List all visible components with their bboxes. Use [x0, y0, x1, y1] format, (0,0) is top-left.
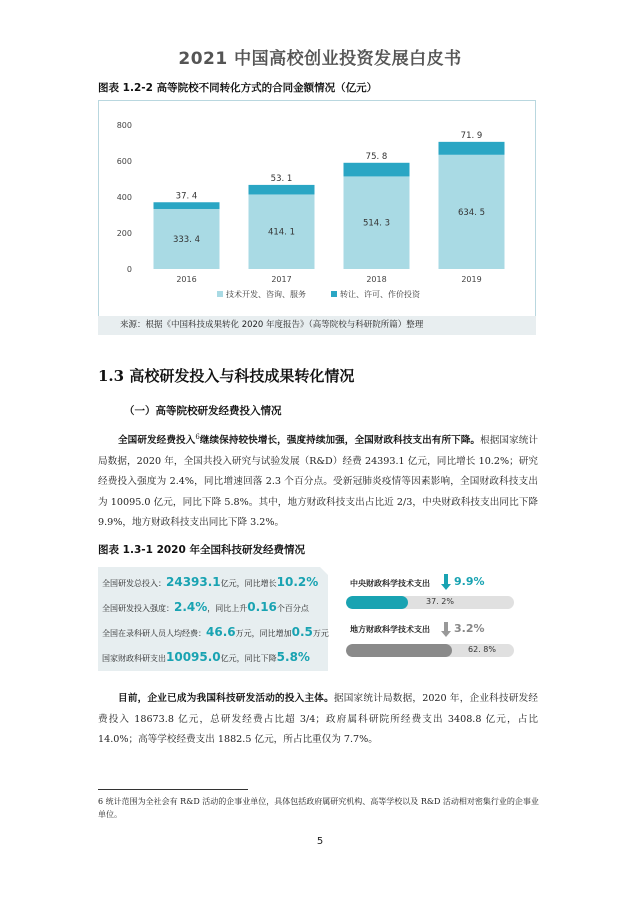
stat-1-mid: 亿元，同比增长	[220, 579, 277, 588]
stat-4-value2: 5.8%	[276, 650, 310, 664]
stat-4-mid: 亿元，同比下降	[220, 654, 277, 663]
footnote: 6 统计范围为全社会有 R&D 活动的企事业单位，具体包括政府属研究机构、高等学校以及 R&D 活动相对密集行业的企事业单位。	[98, 797, 539, 819]
data-label: 414. 1	[267, 227, 296, 238]
page-number: 5	[316, 836, 324, 847]
subsection-title: （一）高等院校研发经费投入情况	[124, 405, 282, 417]
bar-segment	[439, 142, 505, 155]
local-label: 地方财政科学技术支出	[350, 625, 430, 634]
local-share-fill	[346, 644, 452, 657]
x-tick-label: 2016	[176, 275, 197, 284]
stat-1-value: 24393.1	[166, 575, 221, 589]
figure-1-source: 来源：根据《中国科技成果转化 2020 年度报告》（高等院校与科研院所篇）整理	[98, 316, 536, 335]
bar-segment	[154, 202, 220, 209]
stats-panel	[98, 567, 328, 671]
x-tick-label: 2017	[271, 275, 292, 284]
paragraph-2-lead: 目前，企业已成为我国科技研发活动的投入主体。	[118, 693, 334, 704]
y-tick-label: 400	[116, 193, 132, 202]
central-change: 9.9%	[454, 575, 485, 588]
stacked-bar-chart	[99, 101, 535, 315]
legend-label: 转让、许可、作价投资	[340, 290, 420, 299]
legend-label: 技术开发、咨询、服务	[226, 290, 306, 299]
footnote-divider	[98, 789, 248, 790]
paragraph-1-lead2: 继续保持较快增长，强度持续加强，全国财政科技支出有所下降。	[199, 435, 481, 447]
stat-row-1	[102, 571, 318, 593]
figure-2-caption: 图表 1.3-1 2020 年全国科技研发经费情况	[98, 544, 305, 556]
stat-3-mid: 万元，同比增加	[235, 629, 292, 638]
local-change: 3.2%	[454, 622, 485, 635]
stat-4-value: 10095.0	[166, 650, 221, 664]
paragraph-2	[98, 689, 538, 751]
stat-row-3	[102, 621, 329, 643]
figure-1-caption: 图表 1.2-2 高等院校不同转化方式的合同金额情况（亿元）	[98, 82, 378, 94]
central-share-label: 37. 2%	[426, 597, 454, 606]
bar-segment	[344, 163, 410, 177]
central-share-fill	[346, 596, 408, 609]
central-label: 中央财政科学技术支出	[350, 579, 430, 588]
stat-1-value2: 10.2%	[276, 575, 319, 589]
arrow-down-icon	[441, 631, 451, 637]
stat-4-label: 国家财政科研支出	[102, 654, 166, 663]
data-label: 75. 8	[365, 151, 388, 162]
paragraph-1	[98, 427, 538, 534]
stat-row-4	[102, 646, 310, 668]
arrow-down-icon	[441, 584, 451, 590]
y-tick-label: 0	[126, 265, 132, 274]
stat-2-value: 2.4%	[174, 600, 208, 614]
stat-row-2	[102, 596, 309, 618]
data-label: 71. 9	[460, 130, 483, 141]
x-tick-label: 2019	[461, 275, 482, 284]
section-title: 1.3 高校研发投入与科技成果转化情况	[98, 367, 355, 385]
chart-frame	[98, 100, 536, 335]
data-label: 53. 1	[270, 173, 293, 184]
bar-segment	[249, 185, 315, 195]
stat-1-label: 全国研发总投入：	[102, 579, 166, 588]
footnote-ref: 6	[195, 433, 200, 441]
data-label: 634. 5	[457, 207, 486, 218]
paragraph-1-lead: 全国研发经费投入	[118, 435, 196, 447]
y-tick-label: 200	[116, 229, 132, 238]
paragraph-2-body: 据国家统计局数据，2020 年，企业科技研发经费投入 18673.8 亿元，总研发经费占比超 3/4；政府属科研院所经费支出 3408.8 亿元，占比 14.0%；高等学校经费支出 1882.5 亿元，所占比重仅为 7.7%。	[98, 693, 539, 745]
fiscal-panel	[344, 572, 540, 662]
data-label: 514. 3	[362, 218, 391, 229]
data-label: 333. 4	[172, 234, 201, 245]
stat-3-post: 万元	[312, 629, 329, 638]
y-tick-label: 600	[116, 157, 132, 166]
stat-2-post: 个百分点	[276, 604, 309, 613]
y-tick-label: 800	[116, 121, 132, 130]
legend-swatch	[331, 291, 337, 297]
stat-2-value2: 0.16	[247, 600, 277, 614]
page-header-title: 2021 中国高校创业投资发展白皮书	[178, 49, 462, 69]
legend-swatch	[217, 291, 223, 297]
stat-3-value: 46.6	[206, 625, 236, 639]
data-label: 37. 4	[175, 191, 198, 202]
stat-3-value2: 0.5	[291, 625, 313, 639]
stat-2-mid: ，同比上升	[207, 604, 248, 613]
stat-2-label: 全国研发投入强度：	[102, 604, 174, 613]
stat-3-label: 全国在录科研人员人均经费：	[102, 629, 206, 638]
x-tick-label: 2018	[366, 275, 387, 284]
paragraph-1-body: 根据国家统计局数据，2020 年，全国共投入研究与试验发展（R&D）经费 24393.1 亿元，同比增长 10.2%；研究经费投入强度为 2.4%，同比增速回落 2.3 个百分点。受新冠肺炎疫情等因素影响，全国财政科技支出为 10095.0 亿元，同比下降 5.8%。其中，地方财政科技支出占比近 2/3，中央财政科技支出同比下降 9.9%，地方财政科技支出同比下降 3.2%。	[98, 435, 539, 529]
local-share-label: 62. 8%	[468, 645, 496, 654]
